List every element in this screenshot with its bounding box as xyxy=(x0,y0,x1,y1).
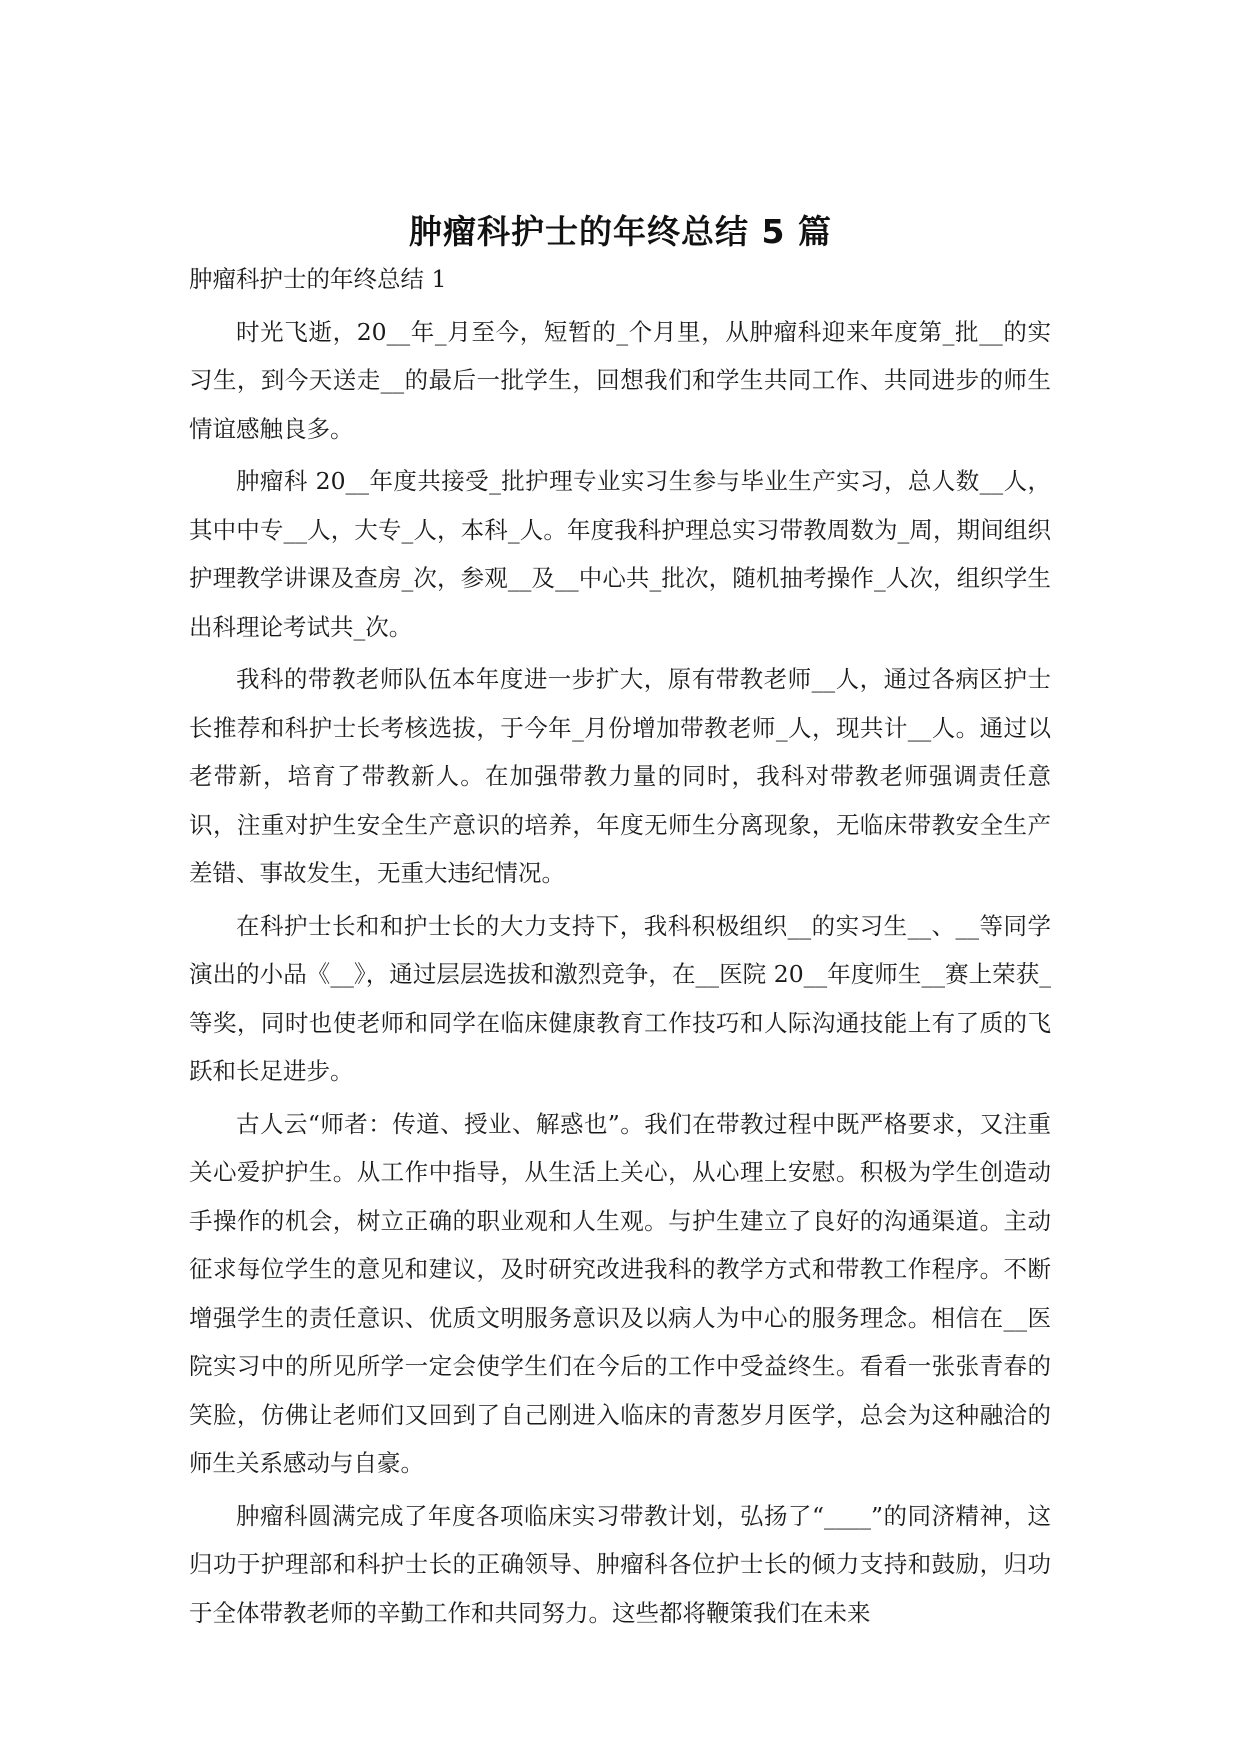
paragraph-1: 时光飞逝，20__年_月至今，短暂的_个月里，从肿瘤科迎来年度第_批__的实习生，到今天送走__的最后一批学生，回想我们和学生共同工作、共同进步的师生情谊感触良多。 xyxy=(189,317,1051,443)
paragraph-2: 肿瘤科 20__年度共接受_批护理专业实习生参与毕业生产实习，总人数__人，其中中专__人，大专_人，本科_人。年度我科护理总实习带教周数为_周，期间组织护理教学讲课及查房_次，参观__及__中心共_批次，随机抽考操作_人次，组织学生出科理论考试共_次。 xyxy=(189,467,1051,641)
paragraph-4: 在科护士长和和护士长的大力支持下，我科积极组织__的实习生__、__等同学演出的小品《__》，通过层层选拔和激烈竞争，在__医院 20__年度师生__赛上荣获_等奖，同时也使老师和同学在临床健康教育工作技巧和人际沟通技能上有了质的飞跃和长足进步。 xyxy=(189,911,1051,1085)
document-body xyxy=(189,255,1051,1641)
section-heading: 肿瘤科护士的年终总结 1 xyxy=(189,265,447,293)
paragraph-5: 古人云“师者：传道、授业、解惑也”。我们在带教过程中既严格要求，又注重关心爱护护生。从工作中指导，从生活上关心，从心理上安慰。积极为学生创造动手操作的机会，树立正确的职业观和人生观。与护生建立了良好的沟通渠道。主动征求每位学生的意见和建议，及时研究改进我科的教学方式和带教工作程序。不断增强学生的责任意识、优质文明服务意识及以病人为中心的服务理念。相信在__医院实习中的所见所学一定会使学生们在今后的工作中受益终生。看看一张张青春的笑脸，仿佛让老师们又回到了自己刚进入临床的青葱岁月医学，总会为这种融洽的师生关系感动与自豪。 xyxy=(189,1109,1051,1477)
paragraph-3: 我科的带教老师队伍本年度进一步扩大，原有带教老师__人，通过各病区护士长推荐和科护士长考核选拔，于今年_月份增加带教老师_人，现共计__人。通过以老带新，培育了带教新人。在加强带教力量的同时，我科对带教老师强调责任意识，注重对护生安全生产意识的培养，年度无师生分离现象，无临床带教安全生产差错、事故发生，无重大违纪情况。 xyxy=(189,665,1051,887)
paragraph-6: 肿瘤科圆满完成了年度各项临床实习带教计划，弘扬了“____”的同济精神，这归功于护理部和科护士长的正确领导、肿瘤科各位护士长的倾力支持和鼓励，归功于全体带教老师的辛勤工作和共同努力。这些都将鞭策我们在未来 xyxy=(189,1501,1051,1627)
document-title: 肿瘤科护士的年终总结 5 篇 xyxy=(409,212,832,252)
